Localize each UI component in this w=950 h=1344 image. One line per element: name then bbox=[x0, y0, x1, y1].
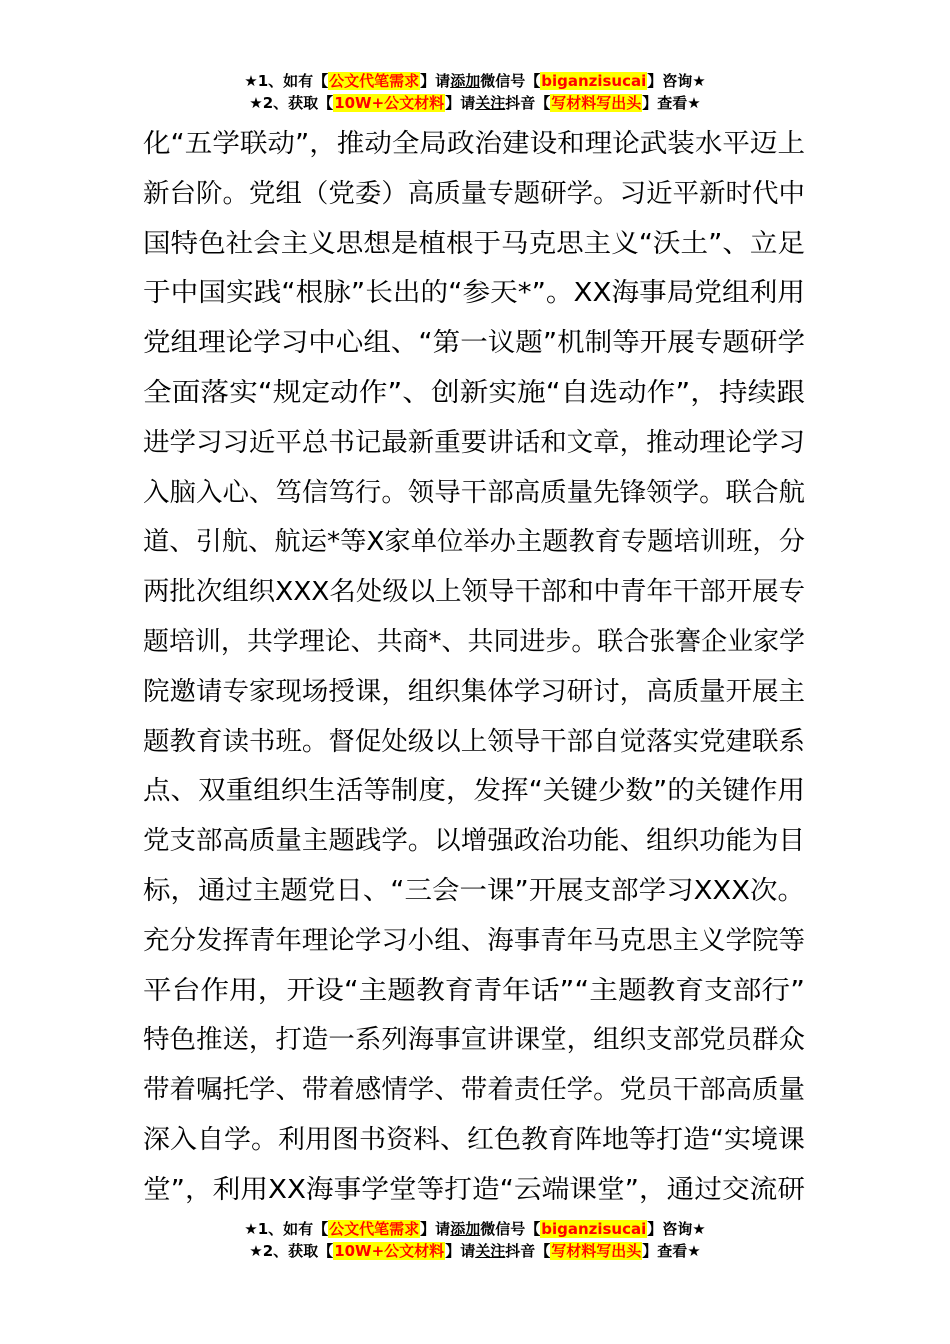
banner-line-1: ★1、如有【公文代笔需求】请添加微信号【biganzisucai】咨询★ bbox=[244, 72, 706, 90]
bottom-banner bbox=[0, 1218, 950, 1262]
body-line: 标，通过主题党日、“三会一课”开展支部学习XXX次。 bbox=[143, 875, 805, 906]
body-line: 院邀请专家现场授课，组织集体学习研讨，高质量开展主 bbox=[143, 676, 805, 707]
body-line: 党组理论学习中心组、“第一议题”机制等开展专题研学 bbox=[143, 328, 805, 359]
highlight-wechat-id: biganzisucai bbox=[541, 72, 647, 90]
document-body bbox=[143, 120, 813, 1216]
highlight-materials: 10W+公文材料 bbox=[334, 1242, 445, 1260]
body-line: 题培训，共学理论、共商*、共同进步。联合张謇企业家学 bbox=[143, 626, 805, 657]
body-line: 国特色社会主义思想是植根于马克思主义“沃土”、立足 bbox=[143, 228, 805, 259]
body-line: 入脑入心、笃信笃行。领导干部高质量先锋领学。联合航 bbox=[143, 477, 805, 508]
body-line: 平台作用，开设“主题教育青年话”“主题教育支部行” bbox=[143, 975, 805, 1006]
body-line: 化“五学联动”，推动全局政治建设和理论武装水平迈上 bbox=[143, 129, 805, 159]
highlight-materials: 10W+公文材料 bbox=[334, 94, 445, 112]
body-line: 道、引航、航运*等X家单位举办主题教育专题培训班，分 bbox=[143, 527, 805, 558]
top-banner bbox=[0, 70, 950, 114]
body-line: 新台阶。党组（党委）高质量专题研学。习近平新时代中 bbox=[143, 178, 805, 209]
banner-line-2: ★2、获取【10W+公文材料】请关注抖音【写材料写出头】查看★ bbox=[249, 1242, 701, 1260]
body-line: 充分发挥青年理论学习小组、海事青年马克思主义学院等 bbox=[143, 925, 805, 956]
body-line: 点、双重组织生活等制度，发挥“关键少数”的关键作用 bbox=[143, 776, 805, 807]
body-line: 深入自学。利用图书资料、红色教育阵地等打造“实境课 bbox=[143, 1124, 805, 1155]
body-line: 带着嘱托学、带着感情学、带着责任学。党员干部高质量 bbox=[143, 1075, 805, 1106]
body-line: 题教育读书班。督促处级以上领导干部自觉落实党建联系 bbox=[143, 726, 805, 757]
body-line: 于中国实践“根脉”长出的“参天*”。XX海事局党组利用 bbox=[143, 278, 805, 309]
body-line: 特色推送，打造一系列海事宣讲课堂，组织支部党员群众 bbox=[143, 1025, 805, 1056]
highlight-wechat-id: biganzisucai bbox=[541, 1220, 647, 1238]
highlight-douyin-id: 写材料写出头 bbox=[551, 94, 642, 112]
body-line: 进学习习近平总书记最新重要讲话和文章，推动理论学习 bbox=[143, 427, 805, 458]
highlight-douyin-id: 写材料写出头 bbox=[551, 1242, 642, 1260]
highlight-service: 公文代笔需求 bbox=[329, 1220, 420, 1238]
banner-line-2: ★2、获取【10W+公文材料】请关注抖音【写材料写出头】查看★ bbox=[249, 94, 701, 112]
highlight-service: 公文代笔需求 bbox=[329, 72, 420, 90]
body-line: 全面落实“规定动作”、创新实施“自选动作”，持续跟 bbox=[143, 377, 805, 408]
body-line: 党支部高质量主题践学。以增强政治功能、组织功能为目 bbox=[143, 826, 805, 857]
body-line: 两批次组织XXX名处级以上领导干部和中青年干部开展专 bbox=[143, 577, 805, 608]
banner-line-1: ★1、如有【公文代笔需求】请添加微信号【biganzisucai】咨询★ bbox=[244, 1220, 706, 1238]
body-line: 堂”，利用XX海事学堂等打造“云端课堂”，通过交流研 bbox=[143, 1174, 806, 1205]
